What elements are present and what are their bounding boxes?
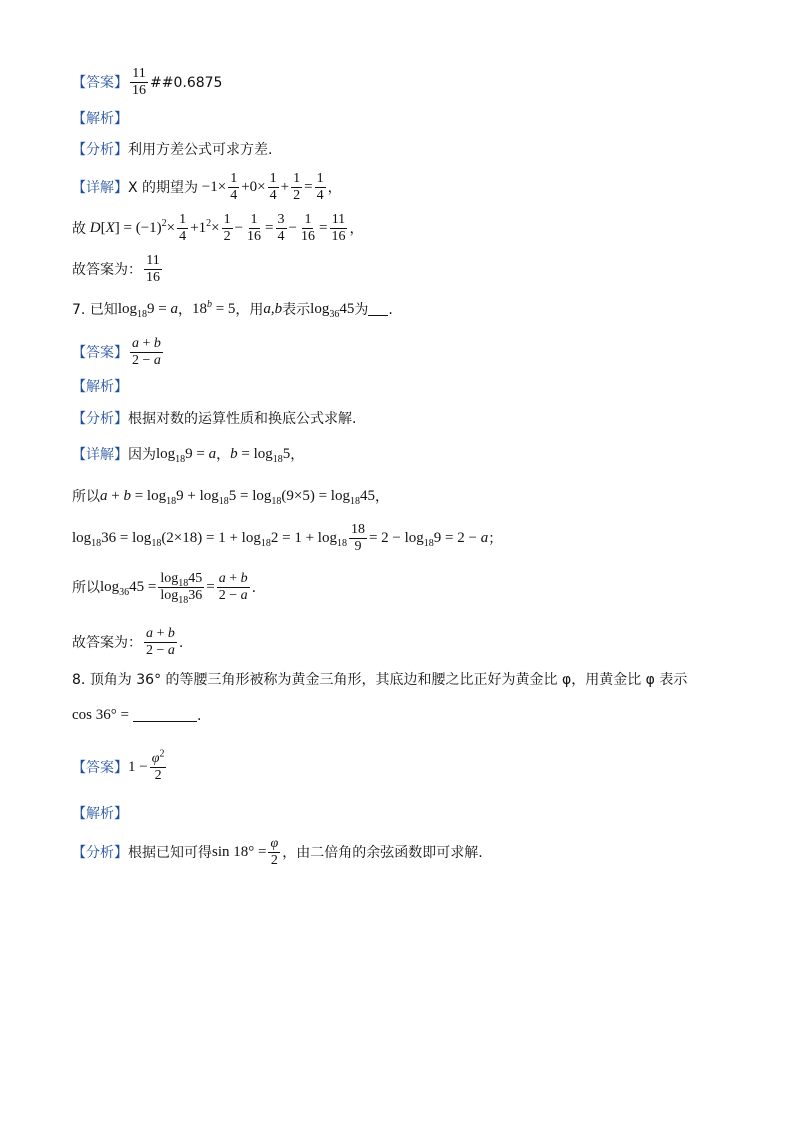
p7-final-line: 故答案为： $\frac{a + b}{2 - a}$ . bbox=[72, 626, 184, 659]
fraction-a-plus-b-over-2-minus-a: $\frac{a + b}{2 - a}$ bbox=[132, 336, 161, 369]
p6-detail-line: 【详解】 X 的期望为 −1× $\frac{1}{4}$ +0× $\frac{1}{4}$ + $\frac{1}{2}$ = $\frac{1}{4}$ ， bbox=[72, 171, 342, 204]
p7-answer-line: 【答案】 $\frac{a + b}{2 - a}$ bbox=[72, 336, 161, 369]
detail-tag: 【详解】 bbox=[72, 179, 128, 196]
p8-question-line1: 8. 顶角为 36° 的等腰三角形被称为黄金三角形，其底边和腰之比正好为黄金比 φ，用黄金比 φ 表示 bbox=[72, 672, 688, 688]
analysis-tag: 【分析】 bbox=[72, 142, 128, 158]
variance-formula: $D[X] = (-1)^2\times$ bbox=[89, 218, 176, 237]
p7-log36-line: $\log_{18}36 = \log_{18}(2\times 18) = 1 + \log_{18}2 = 1 + \log_{18}$ $\frac{18}{9}$ = $2 - \log_{18}9 = 2 - a$ ； bbox=[72, 522, 503, 555]
p7-sum-line: 所以 $a + b = \log_{18}9 + \log_{18}5 = \log_{18}(9\times 5) = \log_{18}45$ ， bbox=[72, 488, 389, 507]
p6-answer-line bbox=[72, 66, 222, 99]
p7-change-base-line: 所以 $\log_{36}45$ = $\frac{\log_{18}45}{\log_{18}36}$ = $\frac{a + b}{2 - a}$ . bbox=[72, 571, 257, 606]
p8-answer-line: 【答案】 1 − $\frac{\varphi^2}{2}$ bbox=[72, 748, 165, 784]
p7-question-line: 7. 已知 $\log_{18}9 = a$ ， $18^b = 5$ ，用 a , b 表示 $\log_{36}45$ 为 . bbox=[72, 299, 393, 320]
p6-final-line: 故答案为： $\frac{11}{16}$ bbox=[72, 253, 160, 286]
answer-blank bbox=[368, 303, 388, 316]
p6-variance-line: 故 $D[X] = (-1)^2\times$ $\frac{1}{4}$ $+1^2\times$ $\frac{1}{2}$ − $\frac{1}{16}$ = $\frac{3}{4}$ − $\frac{1}{16}$ = $\frac{11}{16}$ ， bbox=[72, 212, 364, 245]
p7-analysis-head: 【解析】 bbox=[72, 379, 128, 395]
p6-analysis-line: 【分析】 利用方差公式可求方差. bbox=[72, 142, 273, 158]
answer-tag: 【答案】 bbox=[72, 74, 128, 91]
p7-detail-line: 【详解】 因为 $\log_{18}9 = a$ ， $b = \log_{18}5$ ， bbox=[72, 446, 305, 465]
expectation-formula: −1× bbox=[198, 179, 227, 196]
p6-analysis-head: 【解析】 bbox=[72, 111, 128, 127]
answer-blank bbox=[133, 709, 197, 722]
p7-analysis-line: 【分析】 根据对数的运算性质和换底公式求解. bbox=[72, 411, 357, 427]
p6-answer-alt: ##0.6875 bbox=[150, 74, 223, 91]
p8-analysis-line: 【分析】 根据已知可得 sin 18° = $\frac{\varphi}{2}$ ，由二倍角的余弦函数即可求解. bbox=[72, 836, 483, 869]
fraction-11-16: $\frac{11}{16}$ bbox=[132, 66, 146, 99]
fraction-phi-sq-over-2: $\frac{\varphi^2}{2}$ bbox=[151, 748, 165, 784]
p8-question-line2: cos 36° = . bbox=[72, 707, 202, 724]
p8-analysis-head: 【解析】 bbox=[72, 806, 128, 822]
